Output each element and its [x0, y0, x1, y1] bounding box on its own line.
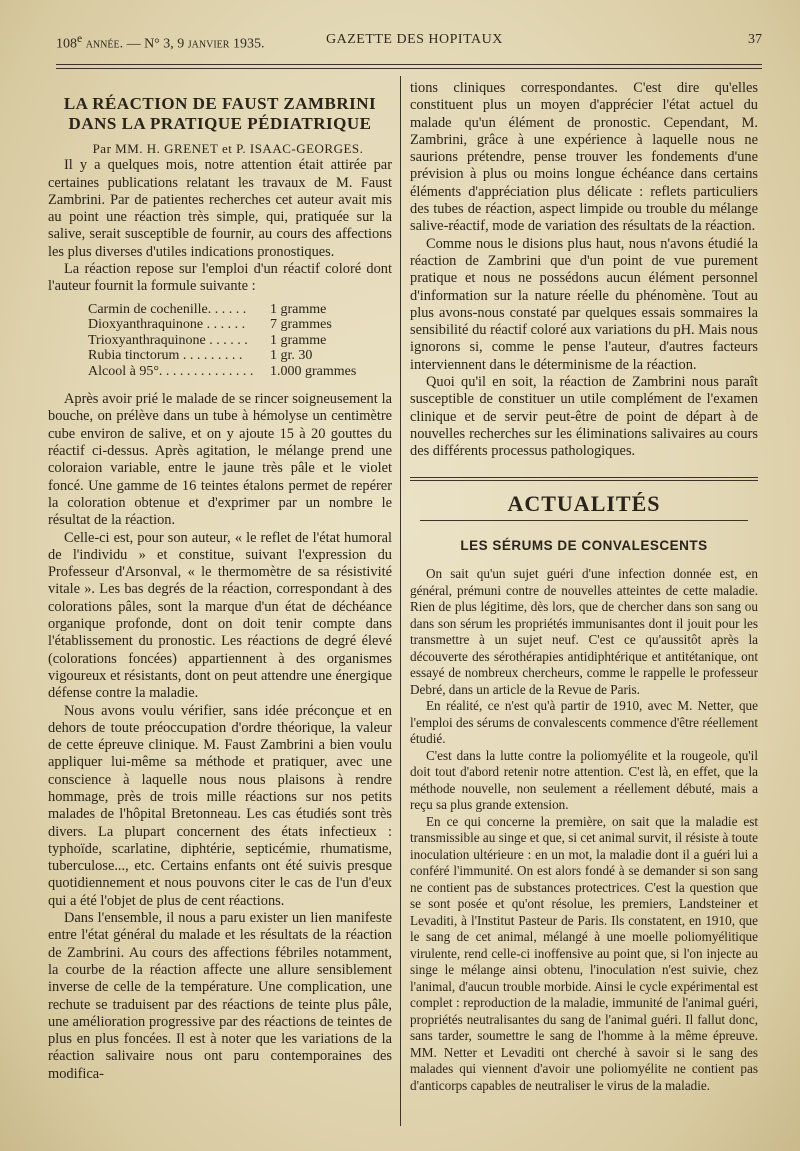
- running-header: [56, 32, 762, 54]
- section-separator: [410, 477, 758, 481]
- ingredient-name: Dioxyanthraquinone . . . . . .: [88, 317, 246, 333]
- formula-row: [88, 364, 392, 380]
- column-divider: [400, 76, 401, 1126]
- header-rule-bottom: [56, 68, 762, 69]
- article-title-line-2: DANS LA PRATIQUE PÉDIATRIQUE: [68, 114, 372, 133]
- article-title-line-1: LA RÉACTION DE FAUST ZAMBRINI: [63, 94, 377, 113]
- issue-ordinal-suffix: e: [77, 32, 83, 45]
- formula-row: [88, 317, 392, 333]
- issue-info: [56, 32, 264, 53]
- right-column: [410, 80, 758, 1094]
- ingredient-quantity: 1 gramme: [270, 301, 327, 317]
- ingredient-name: Carmin de cochenille. . . . . .: [88, 301, 247, 317]
- paragraph: tions cliniques correspondantes. C'est dire qu'elles constituent plus un moyen d'apprécier l'état actuel du malade qu'un élément de pronostic. Cependant, M. Zambrini, grâce à une expérience à laquelle nous ne saurions prétendre, pense trouver les fondements d'une prévision à plus ou moins longue échéance dans certains éléments d'appréciation plus délicate : reflets particuliers des tubes de réaction, aspect limpide ou trouble du mélange salive-réactif, mode de variation des résultats de la réaction.: [410, 80, 758, 235]
- paragraph: Comme nous le disions plus haut, nous n'avons étudié la réaction de Zambrini que d'un point de vue purement pratique et nous ne possédons aucun élément personnel d'information sur la nature réelle du phénomène. Tout au plus avons-nous constaté par quelques essais sommaires la sensibilité du réactif coloré aux variations du pH. Mais nous ignorons si, comme le pense l'auteur, d'autres facteurs interviennent dans le déterminisme de la réaction.: [410, 235, 758, 373]
- reagent-formula: [88, 302, 392, 380]
- article-byline: Par MM. H. GRENET et P. ISAAC-GEORGES.: [92, 141, 364, 156]
- article-subtitle: LES SÉRUMS DE CONVALESCENTS: [460, 537, 708, 553]
- ingredient-quantity: 1 gramme: [270, 332, 327, 348]
- paragraph: C'est dans la lutte contre la poliomyélite et la rougeole, qu'il doit tout d'abord retenir notre attention. C'est là, en effet, que la méthode nouvelle, non seulement a réellement débuté, mais a reçu sa plus grande extension.: [410, 747, 758, 813]
- article-body: [410, 566, 758, 1094]
- section-title: ACTUALITÉS: [507, 490, 661, 516]
- ingredient-quantity: 7 grammes: [270, 317, 332, 333]
- paragraph: On sait qu'un sujet guéri d'une infection donnée est, en général, prémuni contre de nouvelles atteintes de cette maladie. Rien de plus légitime, dès lors, que de chercher dans son sang ou dans son sérum les propriétés immunisantes dont il jouit pour les transmettre à un sujet neuf. C'est ce qu'aussitôt après la découverte des sérothérapies antidiphtérique et antitétanique, ont essayé de nombreux chercheurs, comme le rappelle le professeur Debré, dans un article de la Revue de Paris.: [410, 566, 758, 697]
- issue-date: année. — N° 3, 9 janvier 1935.: [85, 36, 265, 52]
- ingredient-name: Rubia tinctorum . . . . . . . . .: [88, 348, 243, 364]
- paragraph: La réaction repose sur l'emploi d'un réactif coloré dont l'auteur fournit la formule suivante :: [48, 261, 392, 295]
- paragraph: Celle-ci est, pour son auteur, « le reflet de l'état humoral de l'individu » et constitue, suivant l'expression du Professeur d'Arsonval, « le thermomètre de sa résistivité vitale ». Les bas degrés de la réaction, correspondant à des colorations pâles, sont la marque d'un état de déchéance organique profonde, dont on doit tenir compte dans l'établissement du pronostic. Les réactions de degré élevé (colorations foncées) appartiennent à des organismes vigoureux et résistants, dont on peut attendre une énergique défense contre la maladie.: [48, 529, 392, 702]
- formula-row: [88, 348, 392, 364]
- formula-row: [88, 302, 392, 318]
- section-title-rule: [420, 520, 748, 521]
- paragraph: Nous avons voulu vérifier, sans idée préconçue et en dehors de toute préoccupation d'ordre théorique, la valeur de cette épreuve clinique. M. Faust Zambrini a bien voulu appliquer lui-même sa méthode et pratiquer, avec une conscience à laquelle nous nous plaisons à rendre hommage, près de trois mille réactions sur nos petits malades de l'hôpital Bretonneau. Les cas étudiés sont très divers. La plupart concernent des états infectieux : typhoïde, scarlatine, diphtérie, septicémie, rhumatisme, tuberculose..., etc. Certains enfants ont été suivis presque quotidiennement et nous pouvons citer le cas de l'un d'eux qui a été l'objet de plus de cent réactions.: [48, 702, 392, 909]
- paragraph: Quoi qu'il en soit, la réaction de Zambrini nous paraît susceptible de constituer un utile complément de l'examen clinique et de servir peut-être de point de départ à de nouvelles recherches sur les éliminations salivaires au cours des différents processus pathologiques.: [410, 374, 758, 460]
- journal-name: GAZETTE DES HOPITAUX: [326, 32, 503, 47]
- paragraph: En ce qui concerne la première, on sait que la maladie est transmissible au singe et que, si cet animal survit, il résiste à toute inoculation ultérieure : en un mot, la maladie dont il a guéri lui a conféré l'immunité. On est alors fondé à se demander si son sang ne contient pas de substances protectrices. C'est la question que se sont posée et qu'ont résolue, les premiers, Landsteiner et Levaditi, à l'Institut Pasteur de Paris. Ils constatent, en 1910, que le sang de cet animal, mélangé à une moelle poliomyélitique virulente, rend celle-ci inoffensive au point que, si l'on injecte au singe le mélange ainsi obtenu, l'inoculation n'est suivie, chez l'animal, d'aucun trouble morbide. Ainsi le cycle expérimental est complet : reproduction de la maladie, immunité de l'animal guéri, propriétés neutralisantes du sang de l'animal guéri. Il fallut donc, sans tarder, soumettre le sang de l'homme à la même épreuve. MM. Netter et Levaditi ont cherché à savoir si le sang des malades qui viennent d'avoir une poliomyélite ne contient pas d'anticorps capables de neutraliser le virus de la maladie.: [410, 813, 758, 1093]
- article-title: [48, 94, 392, 134]
- paragraph: Dans l'ensemble, il nous a paru exister un lien manifeste entre l'état général du malade et les résultats de la réaction de Zambrini. Au cours des affections fébriles notamment, la courbe de la réaction affecte une allure sensiblement inverse de celle de la température. Une complication, une rechute se traduisent par des réactions de teinte plus pâle, une amélioration progressive par des réactions de teintes de plus en plus foncées. Il est à noter que les variations de la réaction salivaire nous ont paru contemporaines des modifica-: [48, 910, 392, 1082]
- ingredient-name: Trioxyanthraquinone . . . . . .: [88, 332, 248, 348]
- ingredient-quantity: 1.000 grammes: [270, 363, 357, 379]
- header-rule-top: [56, 64, 762, 65]
- formula-row: [88, 333, 392, 349]
- paragraph: Il y a quelques mois, notre attention était attirée par certaines publications relatant les travaux de M. Faust Zambrini. Par de patientes recherches cet auteur avait mis au point une réaction très simple, qui, pratiquée sur la salive, serait susceptible de fournir, au cours des affections les plus diverses d'utiles indications pronostiques.: [48, 157, 392, 260]
- page-number: 37: [748, 32, 762, 47]
- issue-ordinal: 108: [56, 36, 77, 52]
- paragraph: En réalité, ce n'est qu'à partir de 1910, avec M. Netter, que l'emploi des sérums de convalescents commence d'être réellement étudié.: [410, 698, 758, 747]
- paragraph: Après avoir prié le malade de se rincer soigneusement la bouche, on prélève dans un tube à hémolyse un centimètre cube environ de salive, et on y ajoute 15 à 20 gouttes du réactif ci-dessus. Après agitation, le mélange prend une coloraion variable, entre le jaune très pâle et le violet foncé. Une gamme de 16 teintes étalons permet de repérer la coloration obtenue et d'exprimer par un nombre le résultat de la réaction.: [48, 391, 392, 529]
- left-column: [48, 80, 392, 1083]
- ingredient-quantity: 1 gr. 30: [270, 348, 313, 364]
- ingredient-name: Alcool à 95°. . . . . . . . . . . . . .: [88, 363, 254, 379]
